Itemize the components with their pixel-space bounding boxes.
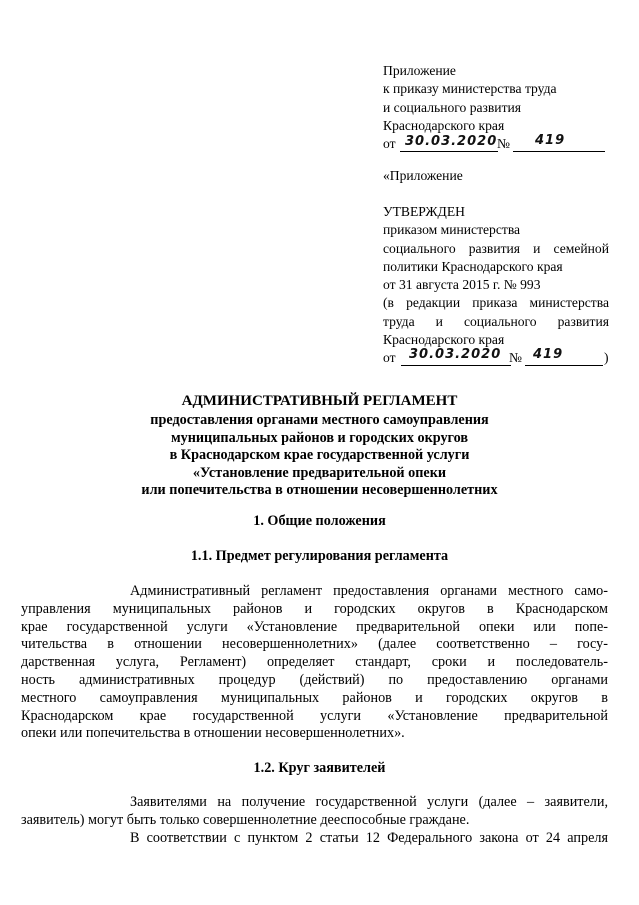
regulation-title [0, 390, 639, 500]
paragraph-line: Заявителями на получение государственной услуги (далее – заявители, [130, 794, 608, 810]
approved-line: (в редакции приказа министерства [383, 295, 609, 311]
paragraph-line: ность административных процедур (действий) по предоставлению органами [21, 671, 608, 688]
paragraph-line: Краснодарском крае государственной услуги «Установление предварительной [21, 707, 608, 724]
from-prefix: от [383, 136, 396, 152]
section-heading-1-1: 1.1. Предмет регулирования регламента [190, 548, 449, 564]
section-heading-1-2: 1.2. Круг заявителей [253, 760, 386, 776]
title-line: предоставления органами местного самоуправления [150, 412, 489, 428]
paragraph-line: чительства в отношении несовершеннолетних» (далее соответственно – госу- [21, 636, 608, 653]
section-1-2-paragraph [21, 794, 608, 847]
appendix-date-number-row [383, 135, 583, 153]
section-heading-1: 1. Общие положения [253, 513, 386, 529]
approved-details [383, 203, 609, 367]
from-prefix: от [383, 350, 396, 366]
number-underline [525, 365, 603, 366]
appendix-line: Краснодарского края [383, 117, 505, 133]
title-line: в Краснодарском крае государственной услуги [169, 447, 470, 463]
approved-line: приказом министерства [383, 222, 521, 238]
title-line: «Установление предварительной опеки [192, 464, 447, 481]
appendix-title: Приложение [383, 63, 456, 78]
date-underline [401, 365, 511, 366]
section-1-1-paragraph [21, 583, 608, 743]
approved-date-number-row [383, 349, 609, 367]
handwritten-number: 419 [535, 133, 566, 149]
approved-line: социального развития и семейной [383, 240, 609, 256]
title-main: АДМИНИСТРАТИВНЫЙ РЕГЛАМЕНТ [181, 393, 458, 409]
appendix-line: к приказу министерства труда [383, 81, 557, 97]
handwritten-number: 419 [533, 347, 564, 363]
approved-line: политики Краснодарского края [383, 258, 563, 274]
quote-appendix: «Приложение [383, 168, 463, 183]
paragraph-line: крае государственной услуги «Установление предварительной опеки или попе- [21, 618, 608, 635]
title-line: или попечительства в отношении несовершеннолетних [141, 482, 498, 498]
approved-heading: УТВЕРЖДЕН [383, 204, 465, 219]
paragraph-line: дарственная услуга, Регламент) определяет стандарт, сроки и последователь- [21, 654, 608, 671]
paragraph-line: заявитель) могут быть только совершеннолетние дееспособные граждане. [21, 811, 470, 828]
number-underline [513, 151, 605, 152]
approved-line: от 31 августа 2015 г. № 993 [383, 277, 541, 293]
appendix-block [383, 62, 583, 153]
paragraph-line: опеки или попечительства в отношении несовершеннолетних». [21, 725, 405, 742]
appendix-line: и социального развития [383, 99, 522, 115]
approved-line: Краснодарского края [383, 332, 505, 348]
number-sign: № [509, 350, 522, 366]
title-line: муниципальных районов и городских округов [170, 429, 469, 446]
handwritten-date: 30.03.2020 [405, 134, 498, 150]
handwritten-date: 30.03.2020 [409, 347, 502, 363]
paragraph-line: В соответствии с пунктом 2 статьи 12 Федерального закона от 24 апреля [130, 829, 608, 846]
paragraph-line: управления муниципальных районов и городских округов в Краснодарском [21, 600, 608, 617]
paragraph-line: местного самоуправления муниципальных районов и городских округов в [21, 689, 608, 706]
approved-block [383, 167, 609, 185]
close-paren: ) [604, 350, 609, 366]
approved-line: труда и социального развития [383, 313, 609, 329]
paragraph-line: Административный регламент предоставления органами местного само- [130, 583, 608, 599]
number-sign: № [497, 136, 510, 152]
